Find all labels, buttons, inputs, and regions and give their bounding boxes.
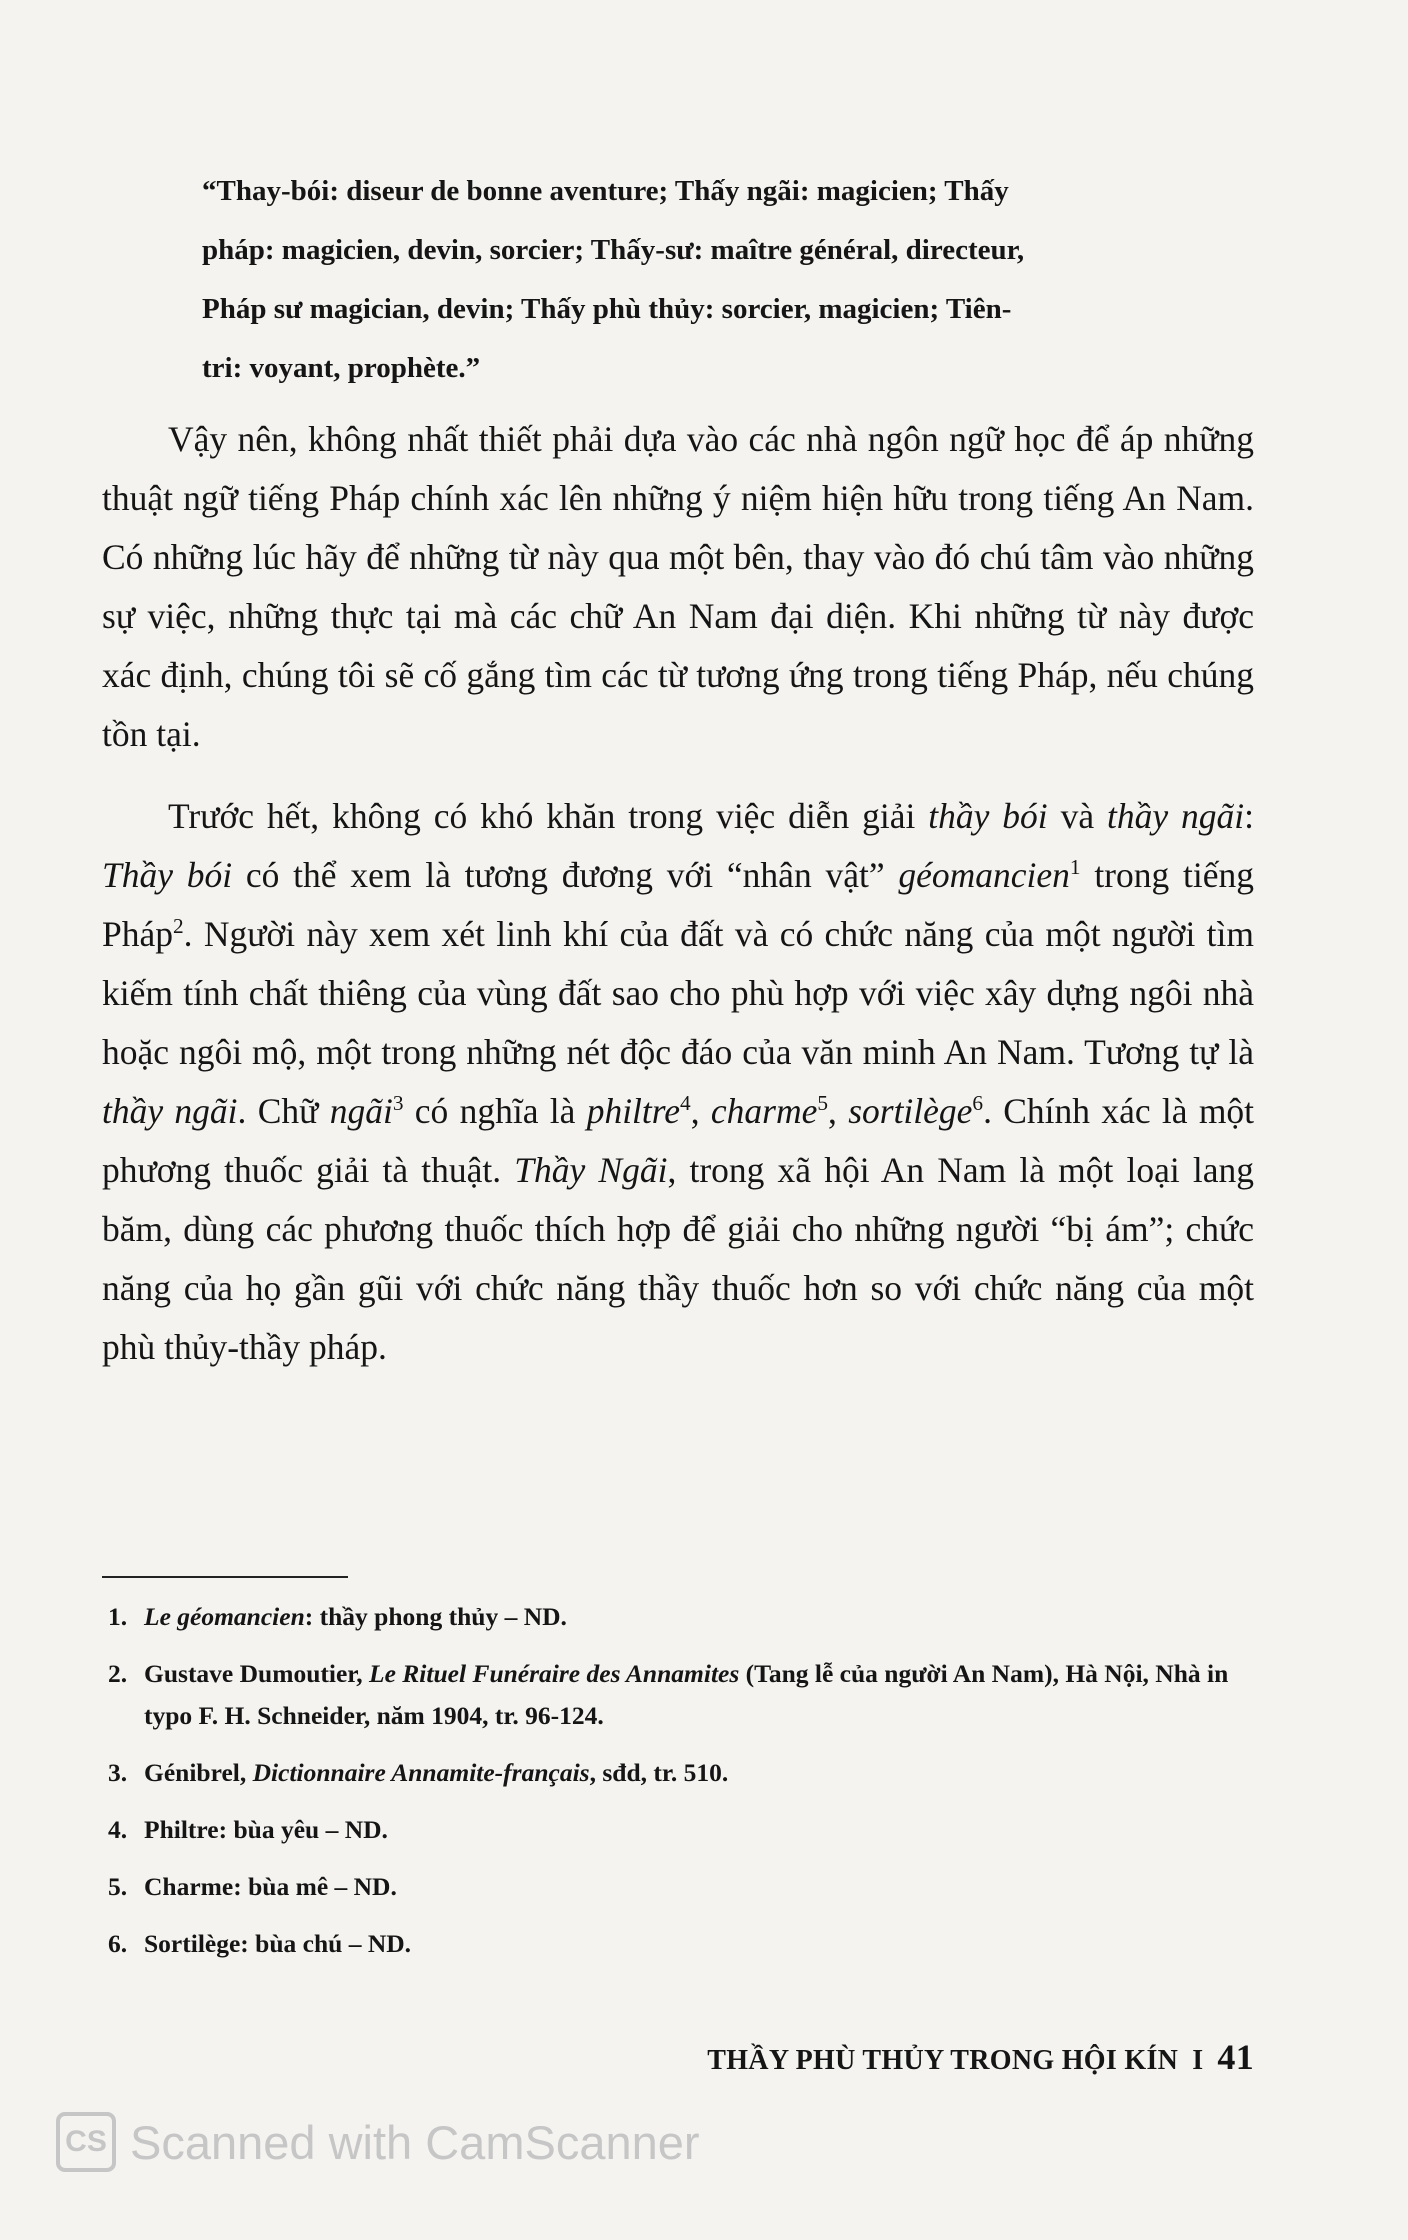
camscanner-logo-icon: CS <box>56 2112 116 2172</box>
footnote-divider <box>102 1576 348 1578</box>
footnote-ref: 3 <box>392 1091 404 1116</box>
footnote-ref: 6 <box>972 1091 984 1116</box>
separator: I <box>1192 2045 1204 2076</box>
footnote-ref: 1 <box>1069 855 1081 880</box>
dictionary-quote <box>202 162 1135 398</box>
quote-line: Pháp sư magician, devin; Thấy phù thủy: sorcier, magicien; Tiên- <box>202 293 1012 325</box>
paragraph-1: Vậy nên, không nhất thiết phải dựa vào các nhà ngôn ngữ học để áp những thuật ngữ tiếng Pháp chính xác lên những ý niệm hiện hữu trong tiếng An Nam. Có những lúc hãy để những từ này qua một bên, thay vào đó chú tâm vào những sự việc, những thực tại mà các chữ An Nam đại diện. Khi những từ này được xác định, chúng tôi sẽ cố gắng tìm các từ tương ứng trong tiếng Pháp, nếu chúng tồn tại. <box>102 419 1254 754</box>
footnote-ref: 4 <box>680 1091 691 1116</box>
footnote-ref: 5 <box>817 1091 828 1116</box>
quote-line: “Thay-bói: diseur de bonne aventure; Thấy ngãi: magicien; Thấy <box>202 175 1009 207</box>
footnote: 5. Charme: bùa mê – ND. <box>108 1872 397 1901</box>
camscanner-watermark <box>56 2112 700 2172</box>
footnote: 2. Gustave Dumoutier, Le Rituel Funéraire des Annamites (Tang lễ của người An Nam), Hà Nội, Nhà in typo F. H. Schneider, năm 1904, tr. 96-124. <box>108 1659 1229 1730</box>
quote-line: tri: voyant, prophète.” <box>202 352 481 384</box>
page-number: 41 <box>1217 2037 1254 2077</box>
quote-line: pháp: magicien, devin, sorcier; Thấy-sư: maître général, directeur, <box>202 234 1025 266</box>
paragraph-2: Trước hết, không có khó khăn trong việc diễn giải thầy bói và thầy ngãi: Thầy bói có thể xem là tương đương với “nhân vật” géomancien$^1$ trong tiếng Pháp$^2$. Người này xem xét linh khí của đất và có chức năng của một người tìm kiếm tính chất thiêng của vùng đất sao cho phù hợp với việc xây dựng ngôi nhà hoặc ngôi mộ, một trong những nét độc đáo của văn minh An Nam. Tương tự là thầy ngãi. Chữ ngãi$^3$ có nghĩa là philtre$^4$, charme$^5$, sortilège$^6$. Chính xác là một phương thuốc giải tà thuật. Thầy Ngãi, trong xã hội An Nam là một loại lang băm, dùng các phương thuốc thích hợp để giải cho những người “bị ám”; chức năng của họ gần gũi với chức năng thầy thuốc hơn so với chức năng của một phù thủy-thầy pháp. <box>102 796 1255 1367</box>
main-text <box>102 410 1254 1377</box>
footnote: 1. Le géomancien: thầy phong thủy – ND. <box>108 1602 567 1631</box>
watermark-text: Scanned with CamScanner <box>130 2115 700 2169</box>
footnote: 3. Génibrel, Dictionnaire Annamite-français, sđd, tr. 510. <box>108 1758 729 1787</box>
footnotes <box>108 1596 1268 1980</box>
footnote-ref: 2 <box>173 914 184 939</box>
footnote: 6. Sortilège: bùa chú – ND. <box>108 1929 412 1958</box>
footnote: 4. Philtre: bùa yêu – ND. <box>108 1815 388 1844</box>
book-title: THẦY PHÙ THỦY TRONG HỘI KÍN <box>707 2045 1179 2076</box>
running-footer <box>707 2036 1254 2078</box>
